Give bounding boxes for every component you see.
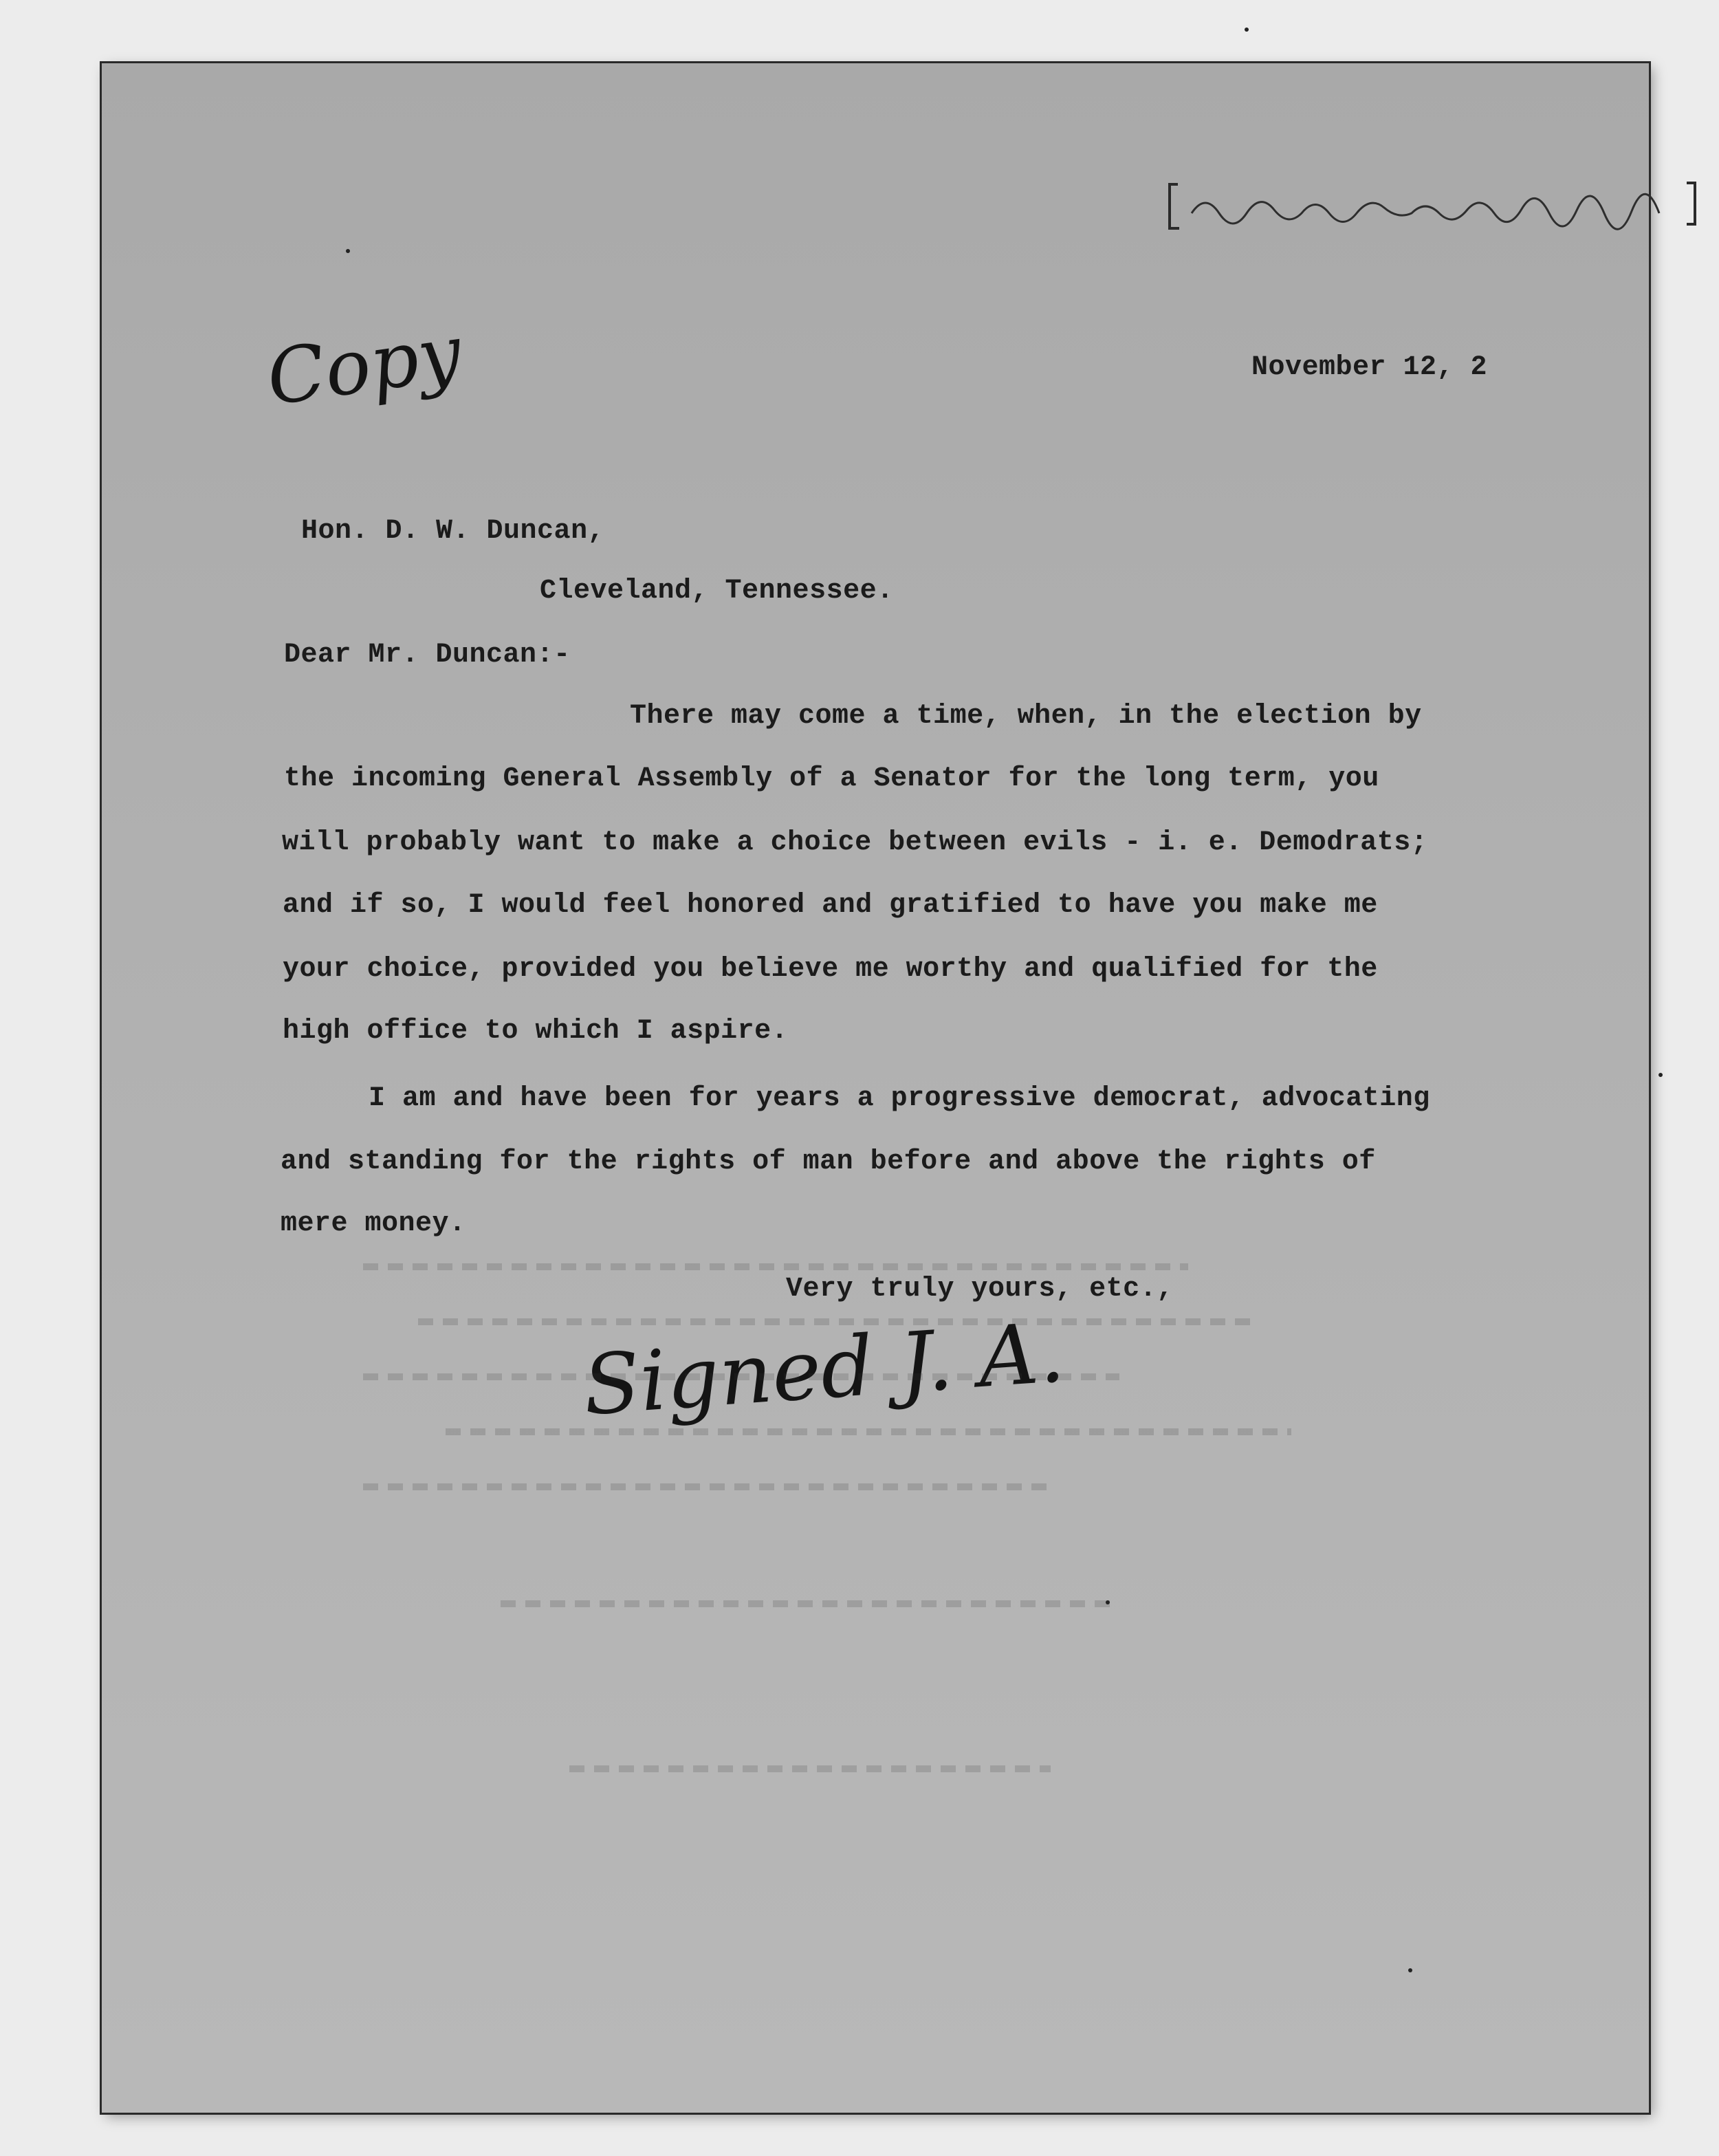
body-line: I am and have been for years a progressive democrat, advocating <box>369 1083 1430 1114</box>
salutation: Dear Mr. Duncan:- <box>284 640 571 671</box>
scan-speck <box>1658 1073 1663 1077</box>
recipient-name: Hon. D. W. Duncan, <box>301 516 605 547</box>
body-line: mere money. <box>281 1208 466 1239</box>
body-line: and if so, I would feel honored and gratified to have you make me <box>283 890 1378 921</box>
scan-speck <box>346 249 350 253</box>
copy-handwritten-mark: Copy <box>261 307 467 423</box>
letter-sheet <box>102 63 1649 2113</box>
body-line: and standing for the rights of man before and above the rights of <box>281 1146 1376 1177</box>
reverse-side-show-through <box>363 1246 1394 1934</box>
body-line: There may come a time, when, in the election by <box>630 701 1422 732</box>
body-line: high office to which I aspire. <box>283 1016 789 1047</box>
date-line: November 12, 2 <box>1251 352 1488 383</box>
handwritten-signature: Signed J. A. <box>580 1305 1068 1435</box>
scan-speck <box>1106 1600 1110 1604</box>
body-line: the incoming General Assembly of a Senator for the long term, you <box>284 763 1379 794</box>
recipient-location: Cleveland, Tennessee. <box>540 576 894 607</box>
body-line: will probably want to make a choice between evils - i. e. Demodrats; <box>282 827 1428 858</box>
archival-annotation <box>1164 179 1700 234</box>
closing-line: Very truly yours, etc., <box>786 1274 1174 1305</box>
scan-speck <box>1245 28 1249 32</box>
scan-speck <box>1408 1968 1412 1972</box>
body-line: your choice, provided you believe me worthy and qualified for the <box>283 954 1378 985</box>
